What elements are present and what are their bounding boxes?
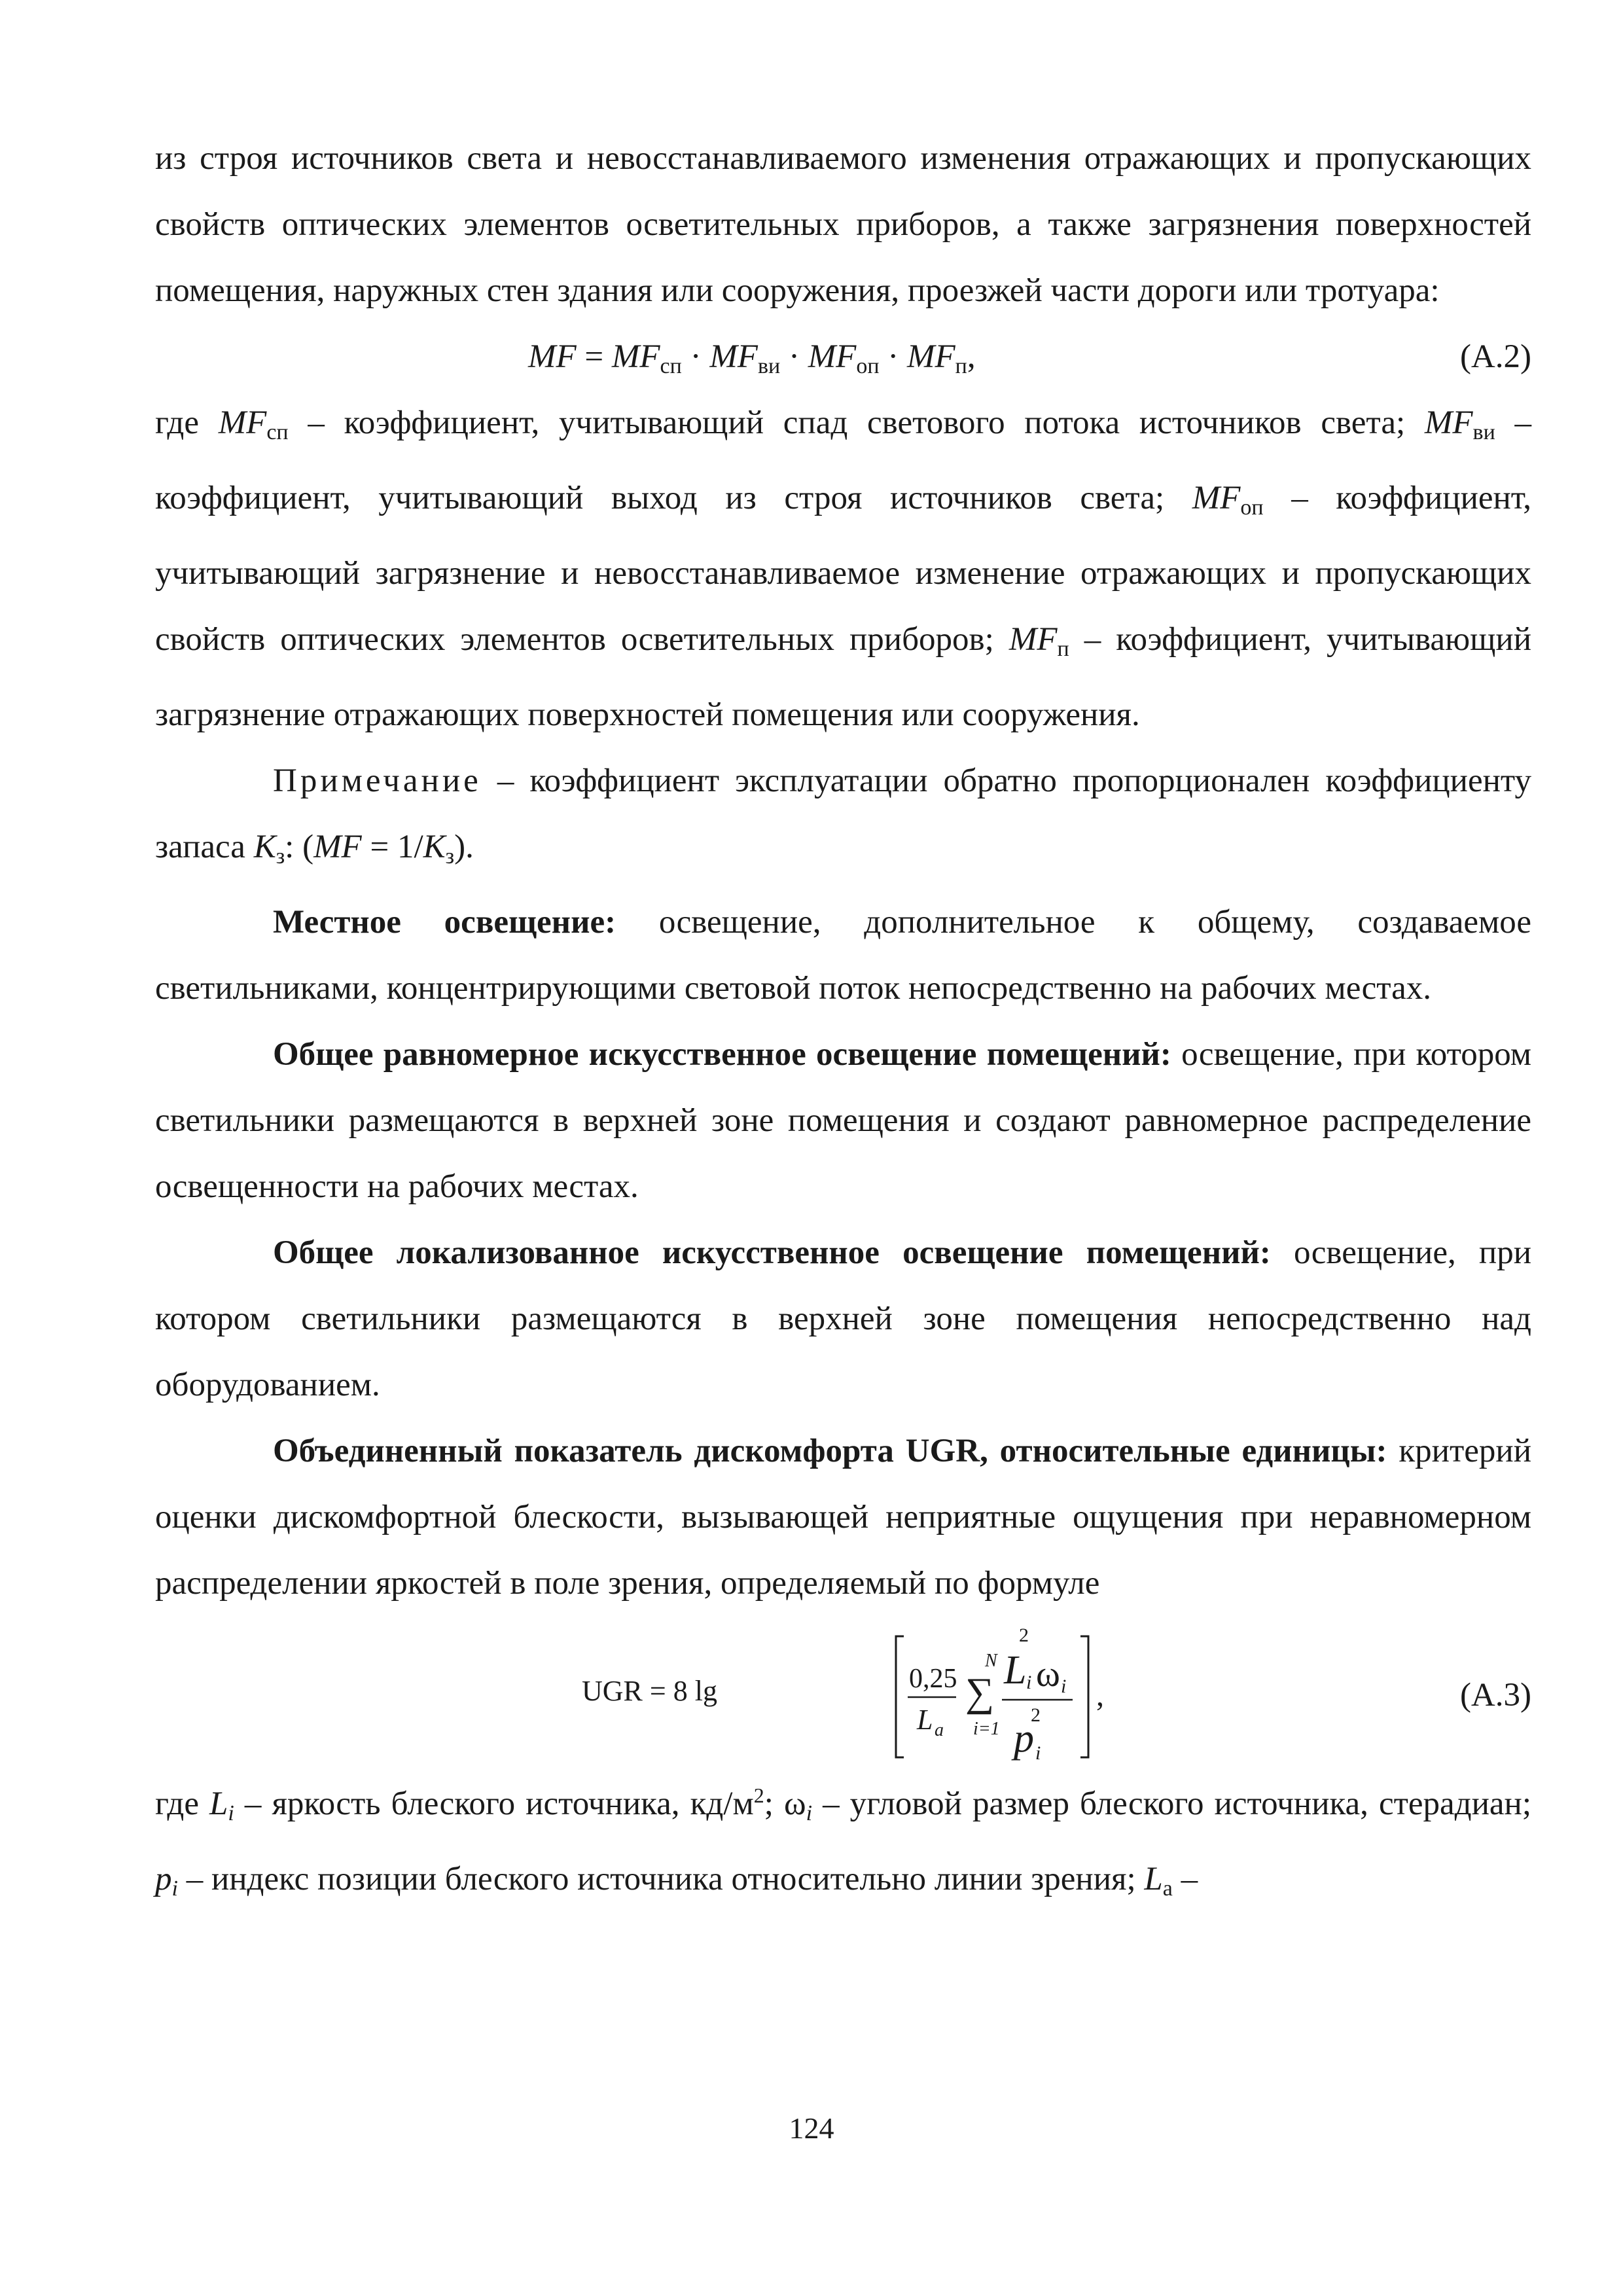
equation-a3-number: (А.3) [1459,1677,1531,1713]
svg-text:i: i [1061,1676,1067,1697]
svg-text:0,25: 0,25 [909,1664,957,1694]
equation-a2-number: (А.2) [1459,338,1531,375]
definition-ugr: Объединенный показатель дискомфорта UGR, относительные единицы: критерий оценки дискомфортной блескости, вызывающей неприятные ощущения при неравномерном распределении яркостей в поле зрения, определяемый по формуле [155,1433,1531,1602]
equation-a3-formula [582,1623,1138,1767]
svg-text:2: 2 [1031,1704,1041,1726]
svg-text:L: L [917,1704,933,1736]
body-text [155,126,1531,1922]
page-number: 124 [789,2111,834,2145]
sum-icon: ∑ [965,1670,995,1715]
paragraph-where-mf: где $MF_{сп}$ – коэффициент, учитывающий спад светового потока источников света; $MF_{ви}$ – коэффициент, учитывающий выход из строя источников света; $MF_{оп}$ – коэффициент, учитывающий загрязнение и невосстанавливаемое изменение отражающих и пропускающих свойств оптических элементов осветительных приборов; $MF_п$ – коэффициент, учитывающий загрязнение отражающих поверхностей помещения или сооружения. [155,404,1532,733]
equation-a2-expression: MF = $MF_{сп} \cdot MF_{ви} \cdot MF_{оп} \cdot MF_п$, [528,338,976,378]
svg-text:L: L [1004,1648,1027,1693]
definition-local-lighting: Местное освещение: освещение, дополнительное к общему, создаваемое светильниками, концентрирующими световой поток непосредственно на рабочих местах. [155,904,1532,1007]
definition-general-uniform: Общее равномерное искусственное освещение помещений: освещение, при котором светильники размещаются в верхней зоне помещения и создают равномерное распределение освещенности на рабочих местах. [155,1036,1531,1205]
equation-a3 [155,1623,1531,1767]
paragraph-where-ugr: где $L_i$ – яркость блеского источника, $кд/м^2$; $\omega_i$ – угловой размер блеского источника, стерадиан; $p_i$ – индекс позиции блеского источника относительно линии зрения; $L_a$ – [155,1784,1532,1901]
svg-text:i: i [1026,1672,1032,1693]
svg-text:i=1: i=1 [973,1719,1000,1739]
svg-text:i: i [1035,1742,1041,1764]
svg-text:ω: ω [1036,1654,1060,1695]
equation-a2 [155,324,1531,390]
svg-text:2: 2 [1019,1624,1029,1646]
paragraph-note: Примечание – коэффициент эксплуатации обратно пропорционален коэффициенту запаса $K_з$: $(MF = 1/K_з)$. [155,762,1531,869]
paragraph-continuation: из строя источников света и невосстанавливаемого изменения отражающих и пропускающих свойств оптических элементов осветительных приборов, а также загрязнения поверхностей помещения, наружных стен здания или сооружения, проезжей части дороги или тротуара: [155,140,1531,309]
svg-text:,: , [1096,1678,1104,1713]
svg-text:a: a [935,1720,944,1740]
svg-text:UGR = 8 lg: UGR = 8 lg [582,1675,717,1707]
svg-text:p: p [1014,1716,1034,1761]
svg-text:N: N [985,1651,997,1671]
definition-general-localized: Общее локализованное искусственное освещение помещений: освещение, при котором светильники размещаются в верхней зоне помещения непосредственно над оборудованием. [155,1234,1531,1403]
